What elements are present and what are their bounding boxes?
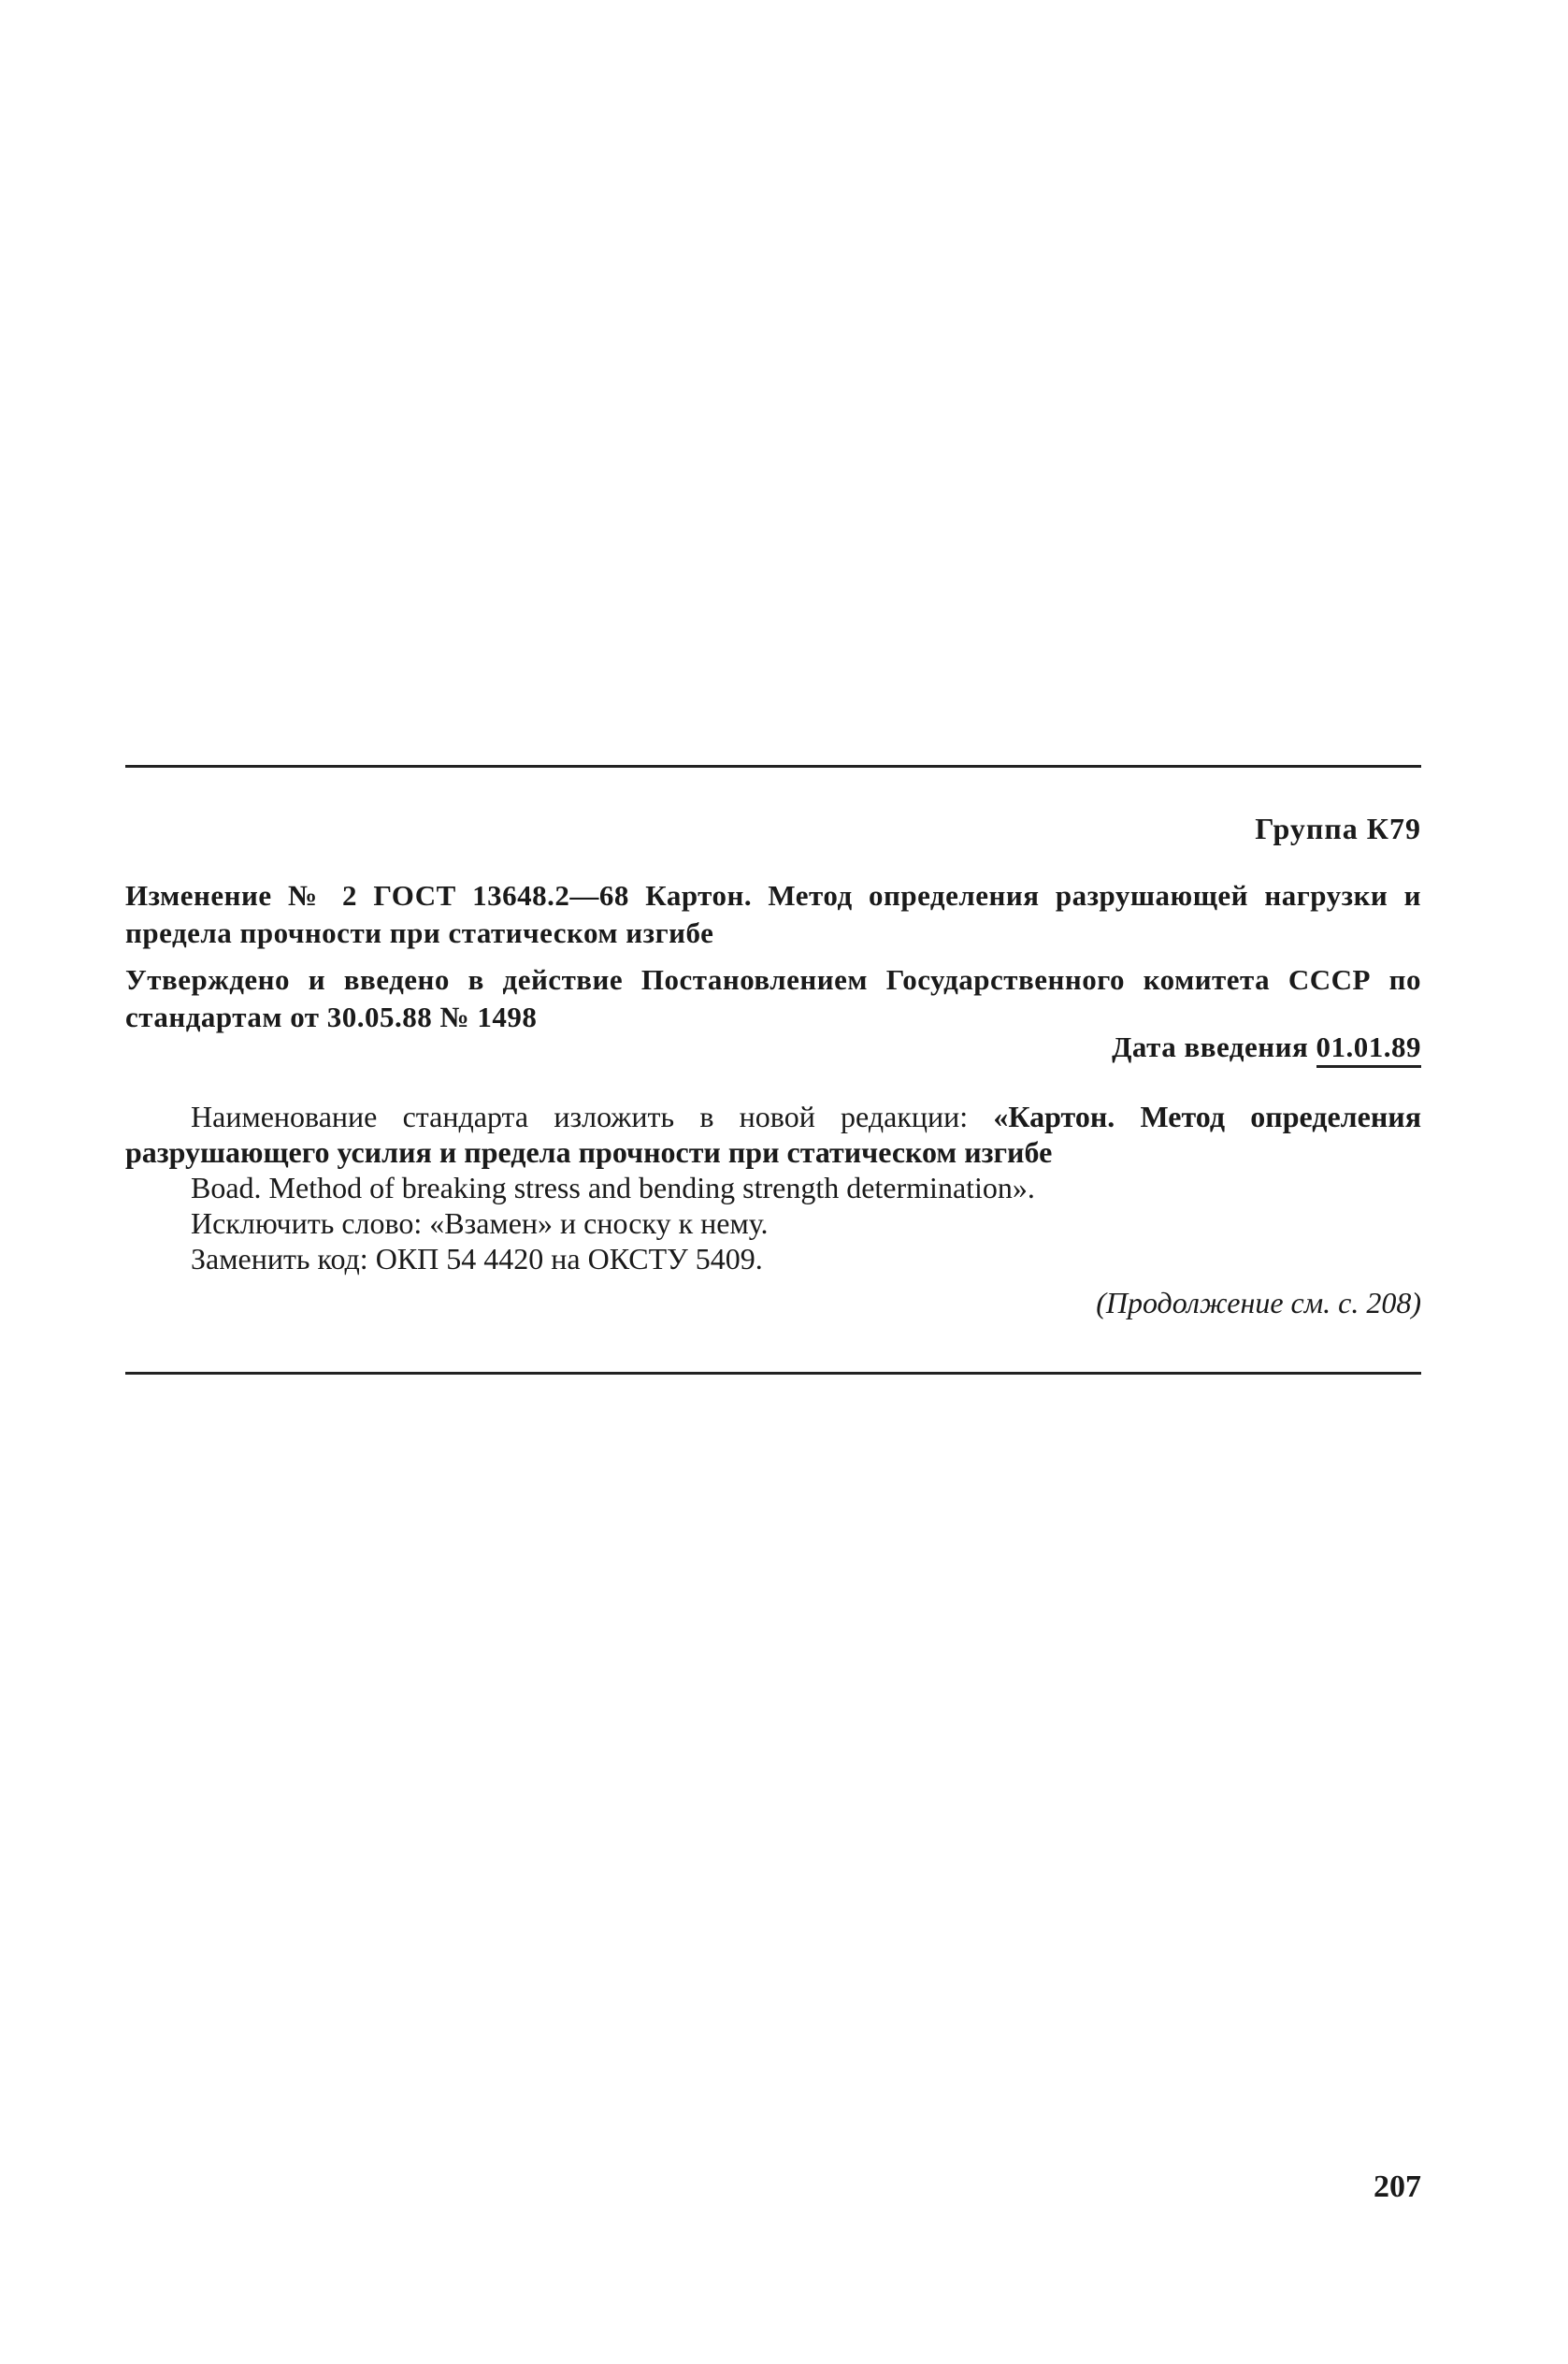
new-title-russian: «Картон. Метод определения разрушающего усилия и предела прочности при статическом изгибе (125, 1100, 1422, 1169)
effective-date-value: 01.01.89 (1316, 1031, 1422, 1068)
effective-date-line (125, 1031, 1421, 1064)
continued-note: (Продолжение см. с. 208) (1096, 1286, 1421, 1319)
top-divider (125, 765, 1421, 768)
change-title: Изменение № 2 ГОСТ 13648.2—68 Картон. Метод определения разрушающей нагрузки и предела прочности при статическом изгибе (125, 879, 1421, 949)
title-change-intro: Наименование стандарта изложить в новой редакции: (191, 1100, 994, 1133)
replace-code-instruction: Заменить код: ОКП 54 4420 на ОКСТУ 5409. (191, 1242, 763, 1276)
title-change-paragraph (125, 1099, 1421, 1170)
effective-date-label: Дата введения (1112, 1031, 1316, 1063)
change-body (125, 1099, 1421, 1276)
group-code: Группа К79 (1255, 812, 1421, 845)
page-number: 207 (1374, 2169, 1421, 2204)
bottom-divider (125, 1372, 1421, 1375)
approval-statement: Утверждено и введено в действие Постановлением Государственного комитета СССР по стандартам от 30.05.88 № 1498 (125, 963, 1421, 1033)
exclude-word-instruction: Исключить слово: «Взамен» и сноску к нему. (191, 1206, 769, 1240)
new-title-english: Boad. Method of breaking stress and bending strength determination». (191, 1171, 1035, 1204)
